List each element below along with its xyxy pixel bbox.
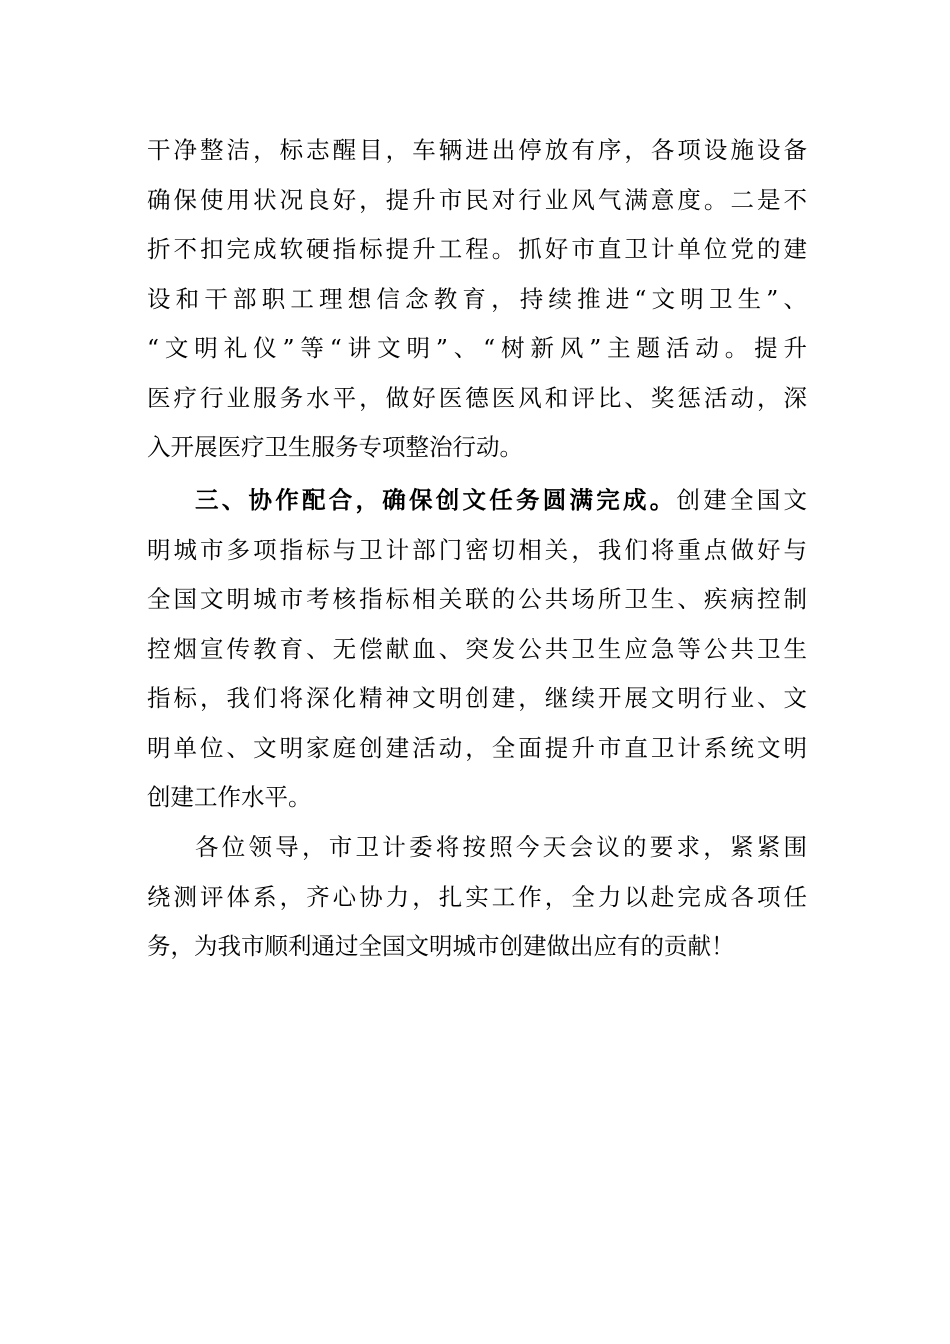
text-line: 设和干部职工理想信念教育，持续推进“文明卫生”、	[147, 284, 807, 313]
text-line: 创建工作水平。	[147, 783, 312, 811]
text-line: 指标，我们将深化精神文明创建，继续开展文明行业、文	[147, 684, 807, 712]
text-line: 干净整洁，标志醒目，车辆进出停放有序，各项设施设备	[147, 136, 807, 164]
text-line: 明城市多项指标与卫计部门密切相关，我们将重点做好与	[147, 535, 807, 564]
text-line: 入开展医疗卫生服务专项整治行动。	[147, 433, 523, 461]
paragraph-continued	[147, 126, 807, 473]
section-first-line	[147, 476, 807, 526]
text-line: 务，为我市顺利通过全国文明城市创建做出应有的贡献！	[147, 932, 735, 960]
text-line: 控烟宣传教育、无偿献血、突发公共卫生应急等公共卫生	[147, 634, 807, 663]
paragraph-closing	[147, 823, 807, 972]
paragraph-section-three	[147, 476, 807, 823]
text-line: 确保使用状况良好，提升市民对行业风气满意度。二是不	[147, 185, 807, 214]
text-line: 明单位、文明家庭创建活动，全面提升市直卫计系统文明	[147, 733, 807, 762]
text-line: 各位领导，市卫计委将按照今天会议的要求，紧紧围	[195, 833, 807, 861]
section-heading: 三、协作配合，确保创文任务圆满完成。	[195, 486, 677, 514]
text-line: “文明礼仪”等“讲文明”、“树新风”主题活动。提升	[147, 334, 807, 362]
text-line: 全国文明城市考核指标相关联的公共场所卫生、疾病控制	[147, 585, 807, 613]
text-line: 绕测评体系，齐心协力，扎实工作，全力以赴完成各项任	[147, 882, 807, 911]
text-line: 折不扣完成软硬指标提升工程。抓好市直卫计单位党的建	[147, 235, 807, 263]
text-line: 医疗行业服务水平，做好医德医风和评比、奖惩活动，深	[147, 383, 807, 412]
section-heading-rest: 创建全国文	[676, 486, 807, 514]
